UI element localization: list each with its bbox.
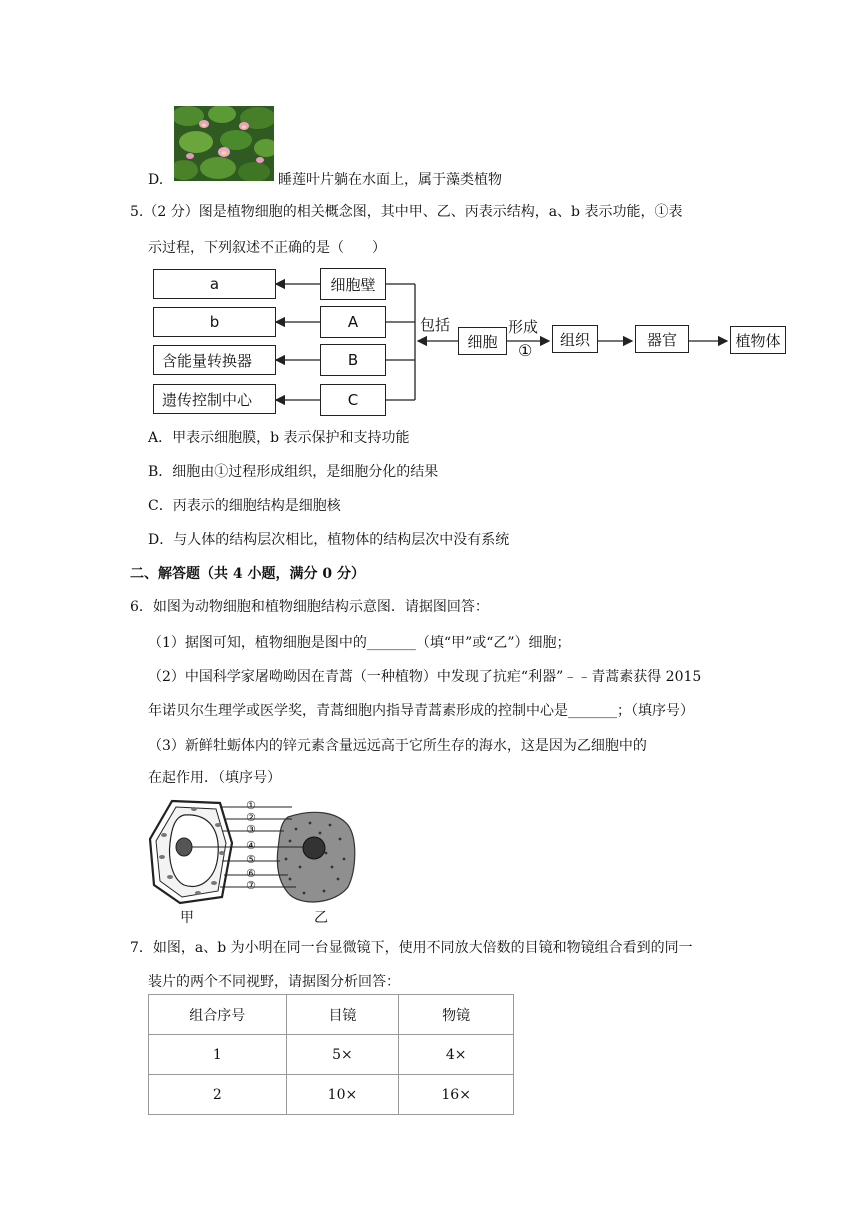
diagram-connectors [0,0,860,430]
table-cell: 10× [286,1075,399,1115]
function-box-genetic: 遗传控制中心 [153,384,276,414]
q6-sub3-line2: 在起作用．（填序号） [148,770,281,786]
cell-part-number-3: ③ [246,823,256,836]
form-label: 形成 [508,318,539,336]
q5-stem-line1: 5.（2 分）图是植物细胞的相关概念图，其中甲、乙、丙表示结构，a、b 表示功能，①表 [130,204,683,220]
chain-box-cell: 细胞 [458,327,507,355]
option-d-letter: D. [148,172,164,188]
q7-stem-line1: 7．如图，a、b 为小明在同一台显微镜下，使用不同放大倍数的目镜和物镜组合看到的同一 [130,940,693,956]
function-box-a: a [153,269,276,299]
cell-part-number-4: ④ [246,839,256,852]
process-mark: ① [518,341,533,360]
table-cell: 16× [399,1075,514,1115]
table-cell: 5× [286,1035,399,1075]
q6-sub1: （1）据图可知，植物细胞是图中的_______（填“甲”或“乙”）细胞； [148,635,571,651]
cell-figure [140,795,370,925]
chain-box-organ: 器官 [635,325,689,353]
q6-stem: 6．如图为动物细胞和植物细胞结构示意图．请据图回答： [130,599,489,615]
table-header: 组合序号 [149,995,287,1035]
cell-part-number-2: ② [246,811,256,824]
cell-part-number-7: ⑦ [246,879,256,892]
table-cell: 4× [399,1035,514,1075]
q5-option-b: B．细胞由①过程形成组织，是细胞分化的结果 [148,464,439,480]
option-d-text: 睡莲叶片躺在水面上，属于藻类植物 [278,172,502,188]
cell-part-number-1: ① [246,799,256,812]
table-header: 物镜 [399,995,514,1035]
q5-option-a: A．甲表示细胞膜，b 表示保护和支持功能 [148,430,410,446]
concept-diagram [0,0,860,430]
structure-box-cell-wall: 细胞壁 [320,268,386,300]
table-header-row [149,995,514,1035]
table-cell: 1 [149,1035,287,1075]
section2-heading: 二、解答题（共 4 小题，满分 0 分） [130,566,365,582]
cell-part-number-5: ⑤ [246,853,256,866]
cell-part-number-6: ⑥ [246,867,256,880]
function-box-energy: 含能量转换器 [153,345,276,375]
chain-box-tissue: 组织 [552,325,598,353]
chain-box-plant-body: 植物体 [730,326,786,354]
structure-box-c: C [320,384,386,416]
q6-sub3-line1: （3）新鲜牡蛎体内的锌元素含量远远高于它所生存的海水，这是因为乙细胞中的 [148,738,647,754]
table-cell: 2 [149,1075,287,1115]
include-label: 包括 [420,316,451,334]
magnification-table [148,994,514,1115]
q5-stem-line2: 示过程，下列叙述不正确的是（ ） [148,240,386,256]
table-row [149,1075,514,1115]
structure-box-b: B [320,344,386,376]
q7-stem-line2: 装片的两个不同视野，请据图分析回答： [148,974,400,990]
q5-option-d: D．与人体的结构层次相比，植物体的结构层次中没有系统 [148,532,510,548]
table-row [149,1035,514,1075]
function-box-b: b [153,307,276,337]
q6-sub2-line2: 年诺贝尔生理学或医学奖，青蒿细胞内指导青蒿素形成的控制中心是_______；（填序号） [148,703,694,719]
table-header: 目镜 [286,995,399,1035]
cell-label-yi: 乙 [314,910,328,926]
q6-sub2-line1: （2）中国科学家屠呦呦因在青蒿（一种植物）中发现了抗疟“利器”﹣﹣青蒿素获得 2015 [148,669,702,685]
cell-label-jia: 甲 [180,910,194,926]
q5-option-c: C．丙表示的细胞结构是细胞核 [148,498,341,514]
structure-box-a: A [320,306,386,338]
